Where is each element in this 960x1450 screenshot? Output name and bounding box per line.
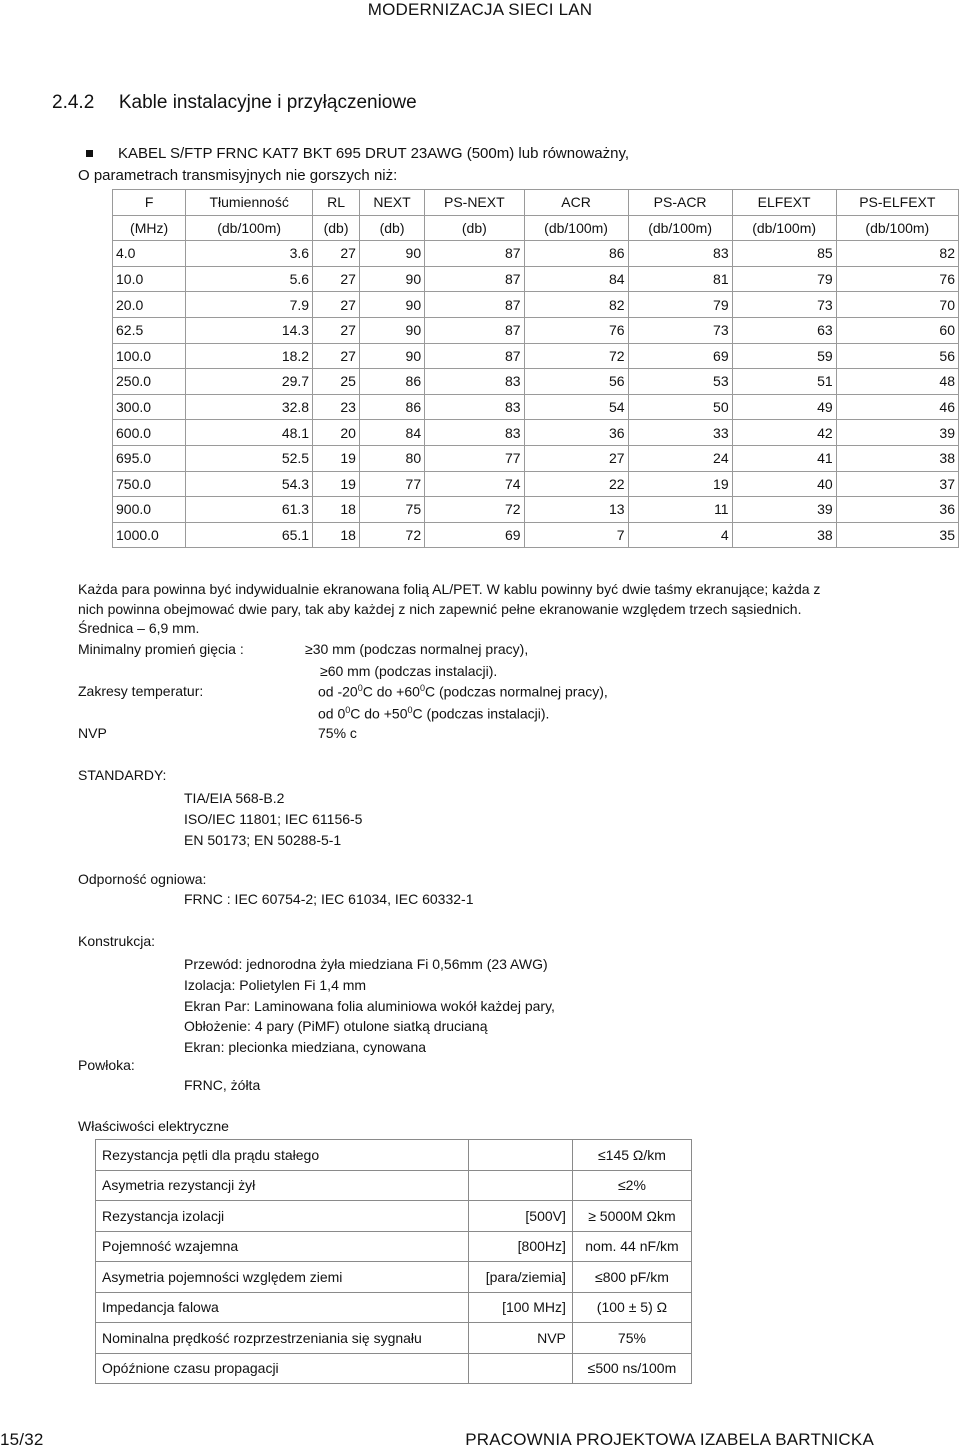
nvp-value: 75% c bbox=[318, 725, 357, 741]
table-row bbox=[113, 292, 959, 318]
transmission-spec-table bbox=[112, 189, 959, 548]
property-unit: [para/ziemia] bbox=[468, 1262, 572, 1293]
table-row bbox=[96, 1262, 692, 1293]
property-unit: NVP bbox=[468, 1323, 572, 1354]
table-row bbox=[113, 317, 959, 343]
table-cell: 87 bbox=[425, 343, 524, 369]
table-cell: 65.1 bbox=[186, 522, 313, 548]
table-cell: 27 bbox=[313, 241, 360, 267]
table-cell: 27 bbox=[313, 343, 360, 369]
property-name: Asymetria pojemności względem ziemi bbox=[96, 1262, 469, 1293]
footer-company: PRACOWNIA PROJEKTOWA IZABELA BARTNICKA bbox=[465, 1430, 874, 1449]
table-cell: 750.0 bbox=[113, 471, 186, 497]
property-value-text: nom. 44 nF/km bbox=[585, 1238, 679, 1255]
table-row bbox=[113, 266, 959, 292]
table-cell: 69 bbox=[628, 343, 732, 369]
description bbox=[78, 580, 820, 639]
table-cell: 72 bbox=[359, 522, 424, 548]
table-cell: 25 bbox=[313, 369, 360, 395]
table-cell: 20 bbox=[313, 420, 360, 446]
standards-label: STANDARDY: bbox=[78, 767, 167, 783]
standard-item: TIA/EIA 568-B.2 bbox=[184, 790, 285, 806]
table-cell: 33 bbox=[628, 420, 732, 446]
table-cell: 53 bbox=[628, 369, 732, 395]
property-value bbox=[572, 1323, 691, 1354]
table-cell: 52.5 bbox=[186, 445, 313, 471]
property-value bbox=[572, 1140, 691, 1171]
temp-text: C do +60 bbox=[362, 683, 420, 700]
property-name: Pojemność wzajemna bbox=[96, 1231, 469, 1262]
table-cell: 250.0 bbox=[113, 369, 186, 395]
nvp-label: NVP bbox=[78, 725, 107, 741]
table-row bbox=[96, 1170, 692, 1201]
table-cell: 86 bbox=[524, 241, 628, 267]
table-cell: 300.0 bbox=[113, 394, 186, 420]
table-cell: 70 bbox=[836, 292, 958, 318]
table-cell: 87 bbox=[425, 317, 524, 343]
table-cell: 82 bbox=[836, 241, 958, 267]
table-row bbox=[113, 445, 959, 471]
property-name: Nominalna prędkość rozprzestrzeniania się sygnału bbox=[96, 1323, 469, 1354]
page-number: 15/32 bbox=[0, 1430, 44, 1449]
table-cell: 83 bbox=[425, 420, 524, 446]
table-cell: 19 bbox=[313, 445, 360, 471]
table-cell: 10.0 bbox=[113, 266, 186, 292]
property-unit: [800Hz] bbox=[468, 1231, 572, 1262]
table-cell: 23 bbox=[313, 394, 360, 420]
table-row bbox=[113, 241, 959, 267]
table-cell: 90 bbox=[359, 317, 424, 343]
degree-sup: 0 bbox=[357, 683, 363, 693]
table-cell: 83 bbox=[425, 394, 524, 420]
property-name: Impedancja falowa bbox=[96, 1292, 469, 1323]
table-cell: 5.6 bbox=[186, 266, 313, 292]
table-cell: 50 bbox=[628, 394, 732, 420]
table-cell: 86 bbox=[359, 369, 424, 395]
table-row bbox=[96, 1201, 692, 1232]
table-row bbox=[96, 1323, 692, 1354]
table-cell: 900.0 bbox=[113, 497, 186, 523]
table-cell: 73 bbox=[628, 317, 732, 343]
table-cell: 79 bbox=[732, 266, 836, 292]
table-cell: RL bbox=[313, 190, 360, 216]
comparison-symbol: ≤ bbox=[617, 1177, 626, 1194]
standard-item: ISO/IEC 11801; IEC 61156-5 bbox=[184, 811, 363, 827]
table-cell: 49 bbox=[732, 394, 836, 420]
property-value bbox=[572, 1231, 691, 1262]
table-row bbox=[113, 394, 959, 420]
temp-text: C (podczas normalnej pracy), bbox=[424, 683, 608, 700]
table-cell: 83 bbox=[425, 369, 524, 395]
table-cell: 87 bbox=[425, 292, 524, 318]
table-header-row bbox=[113, 215, 959, 241]
table-cell: 56 bbox=[836, 343, 958, 369]
table-cell: 85 bbox=[732, 241, 836, 267]
table-cell: 80 bbox=[359, 445, 424, 471]
description-line: Średnica – 6,9 mm. bbox=[78, 620, 200, 636]
table-cell: (db/100m) bbox=[186, 215, 313, 241]
fire-resistance-label: Odporność ogniowa: bbox=[78, 871, 207, 887]
table-row bbox=[113, 497, 959, 523]
table-cell: PS-NEXT bbox=[425, 190, 524, 216]
construction-item: Obłożenie: 4 pary (PiMF) otulone siatką drucianą bbox=[184, 1018, 488, 1035]
table-cell: 18.2 bbox=[186, 343, 313, 369]
table-cell: 7 bbox=[524, 522, 628, 548]
temp-text: C (podczas instalacji). bbox=[412, 705, 550, 722]
table-cell: 32.8 bbox=[186, 394, 313, 420]
table-cell: 29.7 bbox=[186, 369, 313, 395]
table-cell: 24 bbox=[628, 445, 732, 471]
table-cell: 90 bbox=[359, 292, 424, 318]
description-line: Każda para powinna być indywidualnie ekranowana folią AL/PET. W kablu powinny być dwie taśmy ekranujące; każda z bbox=[78, 581, 821, 597]
table-cell: 60 bbox=[836, 317, 958, 343]
table-cell: 7.9 bbox=[186, 292, 313, 318]
table-cell: 84 bbox=[524, 266, 628, 292]
comparison-symbol: ≥ bbox=[588, 1207, 596, 1224]
table-cell: (db/100m) bbox=[524, 215, 628, 241]
table-row bbox=[113, 343, 959, 369]
table-cell: (db) bbox=[425, 215, 524, 241]
comparison-symbol: ≤ bbox=[597, 1146, 606, 1163]
property-value-text: 500 ns/100m bbox=[595, 1360, 677, 1377]
table-cell: 83 bbox=[628, 241, 732, 267]
table-cell: 76 bbox=[836, 266, 958, 292]
table-cell: ELFEXT bbox=[732, 190, 836, 216]
table-cell: 77 bbox=[425, 445, 524, 471]
temp-text: od 0 bbox=[318, 705, 346, 722]
property-unit: [500V] bbox=[468, 1201, 572, 1232]
property-value-text: 75% bbox=[617, 1329, 646, 1346]
table-cell: 90 bbox=[359, 343, 424, 369]
table-row bbox=[96, 1353, 692, 1384]
jacket-value: FRNC, żółta bbox=[184, 1077, 261, 1093]
property-value bbox=[572, 1353, 691, 1384]
table-header-row bbox=[113, 190, 959, 216]
table-cell: 36 bbox=[524, 420, 628, 446]
table-cell: 19 bbox=[628, 471, 732, 497]
table-cell: F bbox=[113, 190, 186, 216]
standards-list bbox=[184, 788, 362, 851]
table-cell: 62.5 bbox=[113, 317, 186, 343]
table-row bbox=[113, 522, 959, 548]
bend-radius-normal: ≥30 mm (podczas normalnej pracy), bbox=[305, 641, 529, 657]
table-cell: 87 bbox=[425, 241, 524, 267]
property-value-text: 2% bbox=[625, 1177, 646, 1194]
table-cell: 51 bbox=[732, 369, 836, 395]
table-cell: 54.3 bbox=[186, 471, 313, 497]
table-cell: 48.1 bbox=[186, 420, 313, 446]
temp-text: od -20 bbox=[318, 683, 358, 700]
table-cell: 39 bbox=[836, 420, 958, 446]
table-cell: NEXT bbox=[359, 190, 424, 216]
table-row bbox=[113, 369, 959, 395]
table-cell: 11 bbox=[628, 497, 732, 523]
table-cell: 27 bbox=[524, 445, 628, 471]
cable-name: KABEL S/FTP FRNC KAT7 BKT 695 DRUT 23AWG (500m) lub równoważny, bbox=[118, 145, 630, 162]
bend-radius-install-value: 60 mm (podczas instalacji). bbox=[327, 663, 498, 679]
table-cell: 90 bbox=[359, 241, 424, 267]
degree-sup: 0 bbox=[407, 705, 413, 715]
table-cell: (MHz) bbox=[113, 215, 186, 241]
temp-text: C do +50 bbox=[350, 705, 408, 722]
property-value-text: 145 Ω/km bbox=[605, 1146, 666, 1163]
degree-sup: 0 bbox=[419, 683, 425, 693]
electrical-title: Właściwości elektryczne bbox=[78, 1118, 229, 1134]
temperature-install bbox=[318, 705, 549, 722]
table-cell: 81 bbox=[628, 266, 732, 292]
comparison-symbol: ≤ bbox=[595, 1268, 603, 1285]
description-line: nich powinna obejmować dwie pary, tak aby każdej z nich zapewnić pełne ekranowanie względem trzech sąsiednich. bbox=[78, 600, 802, 617]
construction-item: Izolacja: Polietylen Fi 1,4 mm bbox=[184, 976, 367, 993]
jacket-label: Powłoka: bbox=[78, 1057, 135, 1073]
table-cell: 54 bbox=[524, 394, 628, 420]
table-cell: 77 bbox=[359, 471, 424, 497]
table-cell: 600.0 bbox=[113, 420, 186, 446]
table-cell: 35 bbox=[836, 522, 958, 548]
table-cell: 42 bbox=[732, 420, 836, 446]
section-number: 2.4.2 bbox=[52, 92, 95, 113]
table-cell: 74 bbox=[425, 471, 524, 497]
table-row bbox=[96, 1231, 692, 1262]
table-cell: 86 bbox=[359, 394, 424, 420]
section-title: Kable instalacyjne i przyłączeniowe bbox=[118, 92, 417, 113]
table-cell: 27 bbox=[313, 292, 360, 318]
page-header-title: MODERNIZACJA SIECI LAN bbox=[367, 0, 593, 19]
table-cell: 79 bbox=[628, 292, 732, 318]
table-cell: Tłumienność bbox=[186, 190, 313, 216]
table-cell: 38 bbox=[732, 522, 836, 548]
table-cell: 56 bbox=[524, 369, 628, 395]
table-cell: 84 bbox=[359, 420, 424, 446]
table-cell: 63 bbox=[732, 317, 836, 343]
temperature-normal bbox=[318, 683, 608, 700]
table-cell: 19 bbox=[313, 471, 360, 497]
table-cell: 76 bbox=[524, 317, 628, 343]
table-cell: (db) bbox=[313, 215, 360, 241]
table-cell: ACR bbox=[524, 190, 628, 216]
table-cell: 4.0 bbox=[113, 241, 186, 267]
table-cell: 69 bbox=[425, 522, 524, 548]
table-cell: 695.0 bbox=[113, 445, 186, 471]
bend-radius-normal-value: 30 mm (podczas normalnej pracy), bbox=[312, 641, 529, 657]
table-cell: 73 bbox=[732, 292, 836, 318]
table-cell: 27 bbox=[313, 317, 360, 343]
table-cell: 48 bbox=[836, 369, 958, 395]
property-value-text: (100 ± 5) Ω bbox=[596, 1299, 668, 1316]
table-cell: 3.6 bbox=[186, 241, 313, 267]
property-name: Asymetria rezystancji żył bbox=[96, 1170, 469, 1201]
table-cell: 82 bbox=[524, 292, 628, 318]
table-cell: 87 bbox=[425, 266, 524, 292]
fire-resistance-value: FRNC : IEC 60754-2; IEC 61034, IEC 60332-1 bbox=[184, 891, 474, 907]
table-cell: 75 bbox=[359, 497, 424, 523]
bend-radius-install: ≥60 mm (podczas instalacji). bbox=[320, 663, 498, 679]
property-value bbox=[572, 1262, 691, 1293]
table-cell: 59 bbox=[732, 343, 836, 369]
cable-subtitle: O parametrach transmisyjnych nie gorszych niż: bbox=[78, 167, 398, 184]
table-cell: 38 bbox=[836, 445, 958, 471]
table-cell: (db) bbox=[359, 215, 424, 241]
table-cell: (db/100m) bbox=[628, 215, 732, 241]
table-row bbox=[96, 1292, 692, 1323]
temperature-label: Zakresy temperatur: bbox=[78, 683, 204, 699]
degree-sup: 0 bbox=[345, 705, 351, 715]
construction-item: Przewód: jednorodna żyła miedziana Fi 0,56mm (23 AWG) bbox=[184, 956, 548, 972]
property-value bbox=[572, 1201, 691, 1232]
property-name: Rezystancja izolacji bbox=[96, 1201, 469, 1232]
table-row bbox=[96, 1140, 692, 1171]
table-cell: 4 bbox=[628, 522, 732, 548]
table-cell: 72 bbox=[524, 343, 628, 369]
table-row bbox=[113, 471, 959, 497]
bullet-square-icon bbox=[86, 150, 93, 157]
table-cell: PS-ACR bbox=[628, 190, 732, 216]
table-cell: 20.0 bbox=[113, 292, 186, 318]
property-value bbox=[572, 1292, 691, 1323]
table-cell: (db/100m) bbox=[836, 215, 958, 241]
property-value-text: 5000M Ωkm bbox=[595, 1207, 676, 1224]
property-value bbox=[572, 1170, 691, 1201]
standard-item: EN 50173; EN 50288-5-1 bbox=[184, 832, 342, 848]
construction-item: Ekran Par: Laminowana folia aluminiowa wokół każdej pary, bbox=[184, 997, 555, 1014]
comparison-symbol: ≤ bbox=[587, 1360, 596, 1377]
table-cell: (db/100m) bbox=[732, 215, 836, 241]
table-cell: 40 bbox=[732, 471, 836, 497]
table-cell: 46 bbox=[836, 394, 958, 420]
table-cell: 41 bbox=[732, 445, 836, 471]
property-unit bbox=[468, 1170, 572, 1201]
bend-radius-label: Minimalny promień gięcia : bbox=[78, 641, 244, 657]
table-cell: 14.3 bbox=[186, 317, 313, 343]
table-cell: 13 bbox=[524, 497, 628, 523]
construction-list bbox=[184, 954, 555, 1058]
table-cell: 18 bbox=[313, 522, 360, 548]
table-cell: 100.0 bbox=[113, 343, 186, 369]
property-value-text: 800 pF/km bbox=[602, 1268, 669, 1285]
property-unit: [100 MHz] bbox=[468, 1292, 572, 1323]
table-cell: PS-ELFEXT bbox=[836, 190, 958, 216]
section-heading bbox=[52, 92, 417, 114]
table-cell: 36 bbox=[836, 497, 958, 523]
table-cell: 39 bbox=[732, 497, 836, 523]
property-name: Rezystancja pętli dla prądu stałego bbox=[96, 1140, 469, 1171]
table-cell: 37 bbox=[836, 471, 958, 497]
property-unit bbox=[468, 1353, 572, 1384]
property-name: Opóźnione czasu propagacji bbox=[96, 1353, 469, 1384]
table-cell: 22 bbox=[524, 471, 628, 497]
table-cell: 27 bbox=[313, 266, 360, 292]
electrical-properties-table bbox=[95, 1139, 692, 1384]
table-cell: 1000.0 bbox=[113, 522, 186, 548]
table-cell: 72 bbox=[425, 497, 524, 523]
property-unit bbox=[468, 1140, 572, 1171]
table-row bbox=[113, 420, 959, 446]
table-cell: 61.3 bbox=[186, 497, 313, 523]
table-cell: 18 bbox=[313, 497, 360, 523]
construction-item: Ekran: plecionka miedziana, cynowana bbox=[184, 1039, 427, 1056]
table-cell: 90 bbox=[359, 266, 424, 292]
construction-label: Konstrukcja: bbox=[78, 933, 156, 949]
